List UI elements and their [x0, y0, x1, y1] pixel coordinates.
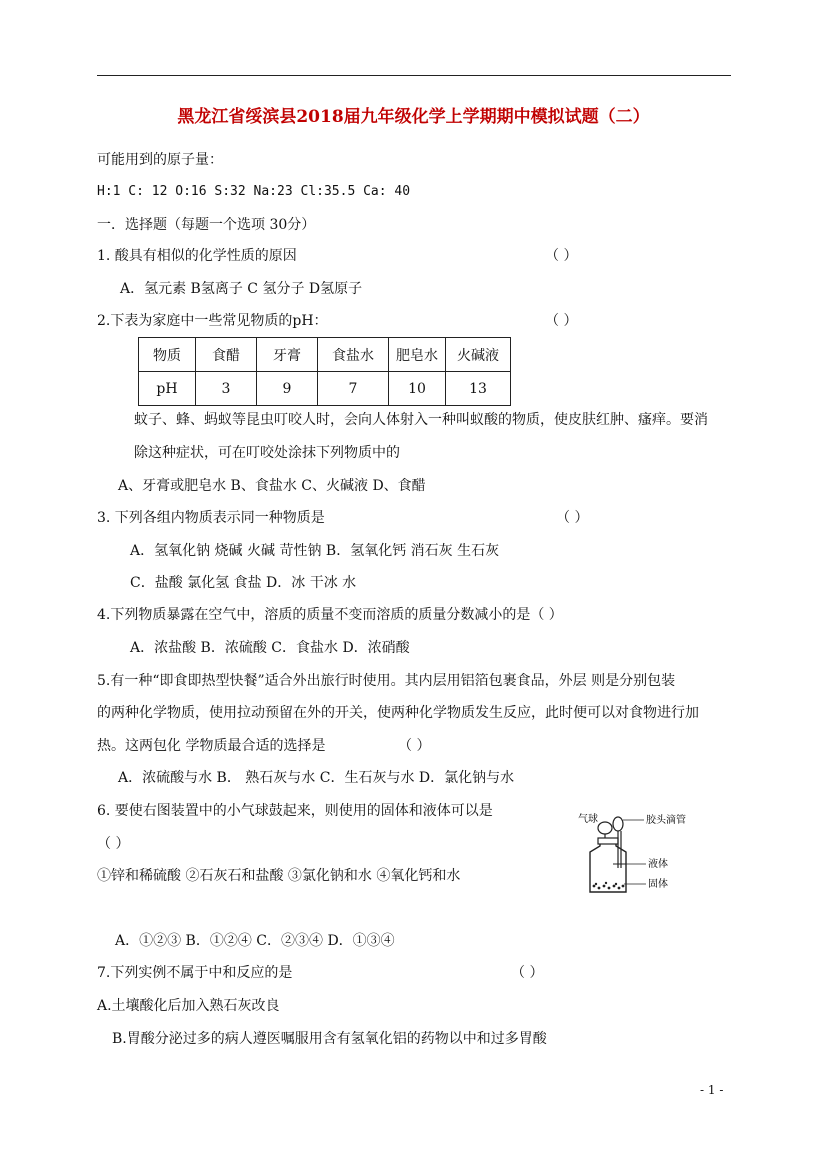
liquid-label: 液体: [648, 859, 668, 870]
q6-answer-bracket: （ ）: [97, 836, 130, 852]
q2-passage-line2: 除这种症状，可在叮咬处涂抹下列物质中的: [134, 445, 400, 461]
q6-choices: ①锌和稀硫酸 ②石灰石和盐酸 ③氯化钠和水 ④氧化钙和水: [97, 868, 461, 884]
q2-options: A、牙膏或肥皂水 B、食盐水 C、火碱液 D、食醋: [118, 478, 426, 494]
dropper-label: 胶头滴管: [646, 815, 686, 826]
page-title: 黑龙江省绥滨县2018届九年级化学上学期期中模拟试题（二）: [177, 107, 650, 127]
q3-answer-bracket: （ ）: [556, 510, 589, 526]
balloon-shape: [598, 822, 612, 834]
q6-stem: 6. 要使右图装置中的小气球鼓起来，则使用的固体和液体可以是: [97, 803, 493, 819]
table-cell: 肥皂水: [389, 338, 446, 372]
q1-stem: 1. 酸具有相似的化学性质的原因: [97, 248, 297, 264]
solid-granules: [593, 882, 625, 890]
page-number: - 1 -: [700, 1083, 724, 1097]
q2-stem: 2.下表为家庭中一些常见物质的pH：: [97, 313, 328, 329]
ph-table-value-row: [139, 372, 511, 406]
atomic-masses: H:1 C: 12 O:16 S:32 Na:23 Cl:35.5 Ca: 40: [97, 184, 411, 199]
table-cell: 9: [257, 372, 318, 406]
q5-answer-bracket: （ ）: [398, 738, 431, 754]
q4-stem: 4.下列物质暴露在空气中，溶质的质量不变而溶质的质量分数减小的是（ ）: [97, 607, 563, 623]
solid-label: 固体: [648, 879, 668, 890]
table-cell: pH: [139, 372, 196, 406]
dropper-bulb: [613, 817, 623, 831]
ph-table-header-row: [139, 338, 511, 372]
table-cell: 食盐水: [318, 338, 389, 372]
balloon-apparatus-figure: [578, 806, 728, 896]
q7-stem: 7.下列实例不属于中和反应的是: [97, 965, 293, 981]
q7-option-a: A.土壤酸化后加入熟石灰改良: [97, 998, 280, 1014]
q1-answer-bracket: （ ）: [545, 248, 578, 264]
table-cell: 火碱液: [446, 338, 511, 372]
q5-line1: 5.有一种“即食即热型快餐”适合外出旅行时使用。其内层用铝箔包裹食品，外层 则是分别包装: [97, 673, 676, 689]
table-cell: 7: [318, 372, 389, 406]
section-heading: 一．选择题（每题一个选项 30分）: [97, 217, 316, 233]
ph-table: [138, 337, 511, 406]
table-cell: 食醋: [196, 338, 257, 372]
header-rule: [97, 75, 731, 76]
q5-line2: 的两种化学物质，使用拉动预留在外的开关，使两种化学物质发生反应，此时便可以对食物进行加: [97, 705, 699, 721]
q6-options: A．①②③ B．①②④ C．②③④ D．①③④: [115, 933, 395, 949]
q5-line3: 热。这两包化 学物质最合适的选择是: [97, 738, 326, 754]
q5-options: A．浓硫酸与水 B． 熟石灰与水 C．生石灰与水 D．氯化钠与水: [118, 770, 515, 786]
table-cell: 物质: [139, 338, 196, 372]
atomic-mass-label: 可能用到的原子量：: [97, 152, 223, 168]
q2-passage-line1: 蚊子、蜂、蚂蚁等昆虫叮咬人时，会向人体射入一种叫蚁酸的物质，使皮肤红肿、瘙痒。要消: [134, 412, 708, 428]
q4-options: A．浓盐酸 B．浓硫酸 C．食盐水 D．浓硝酸: [130, 640, 410, 656]
table-cell: 10: [389, 372, 446, 406]
q3-options-row2: C．盐酸 氯化氢 食盐 D．冰 干冰 水: [130, 575, 357, 591]
table-cell: 13: [446, 372, 511, 406]
q3-stem: 3. 下列各组内物质表示同一种物质是: [97, 510, 325, 526]
table-cell: 牙膏: [257, 338, 318, 372]
q7-option-b: B.胃酸分泌过多的病人遵医嘱服用含有氢氧化铝的药物以中和过多胃酸: [112, 1031, 547, 1047]
q7-answer-bracket: （ ）: [511, 965, 544, 981]
q1-options: A．氢元素 B氢离子 C 氢分子 D氢原子: [120, 281, 363, 297]
table-cell: 3: [196, 372, 257, 406]
q2-answer-bracket: （ ）: [545, 313, 578, 329]
q3-options-row1: A．氢氧化钠 烧碱 火碱 苛性钠 B．氢氧化钙 消石灰 生石灰: [130, 543, 500, 559]
balloon-label: 气球: [578, 814, 598, 825]
